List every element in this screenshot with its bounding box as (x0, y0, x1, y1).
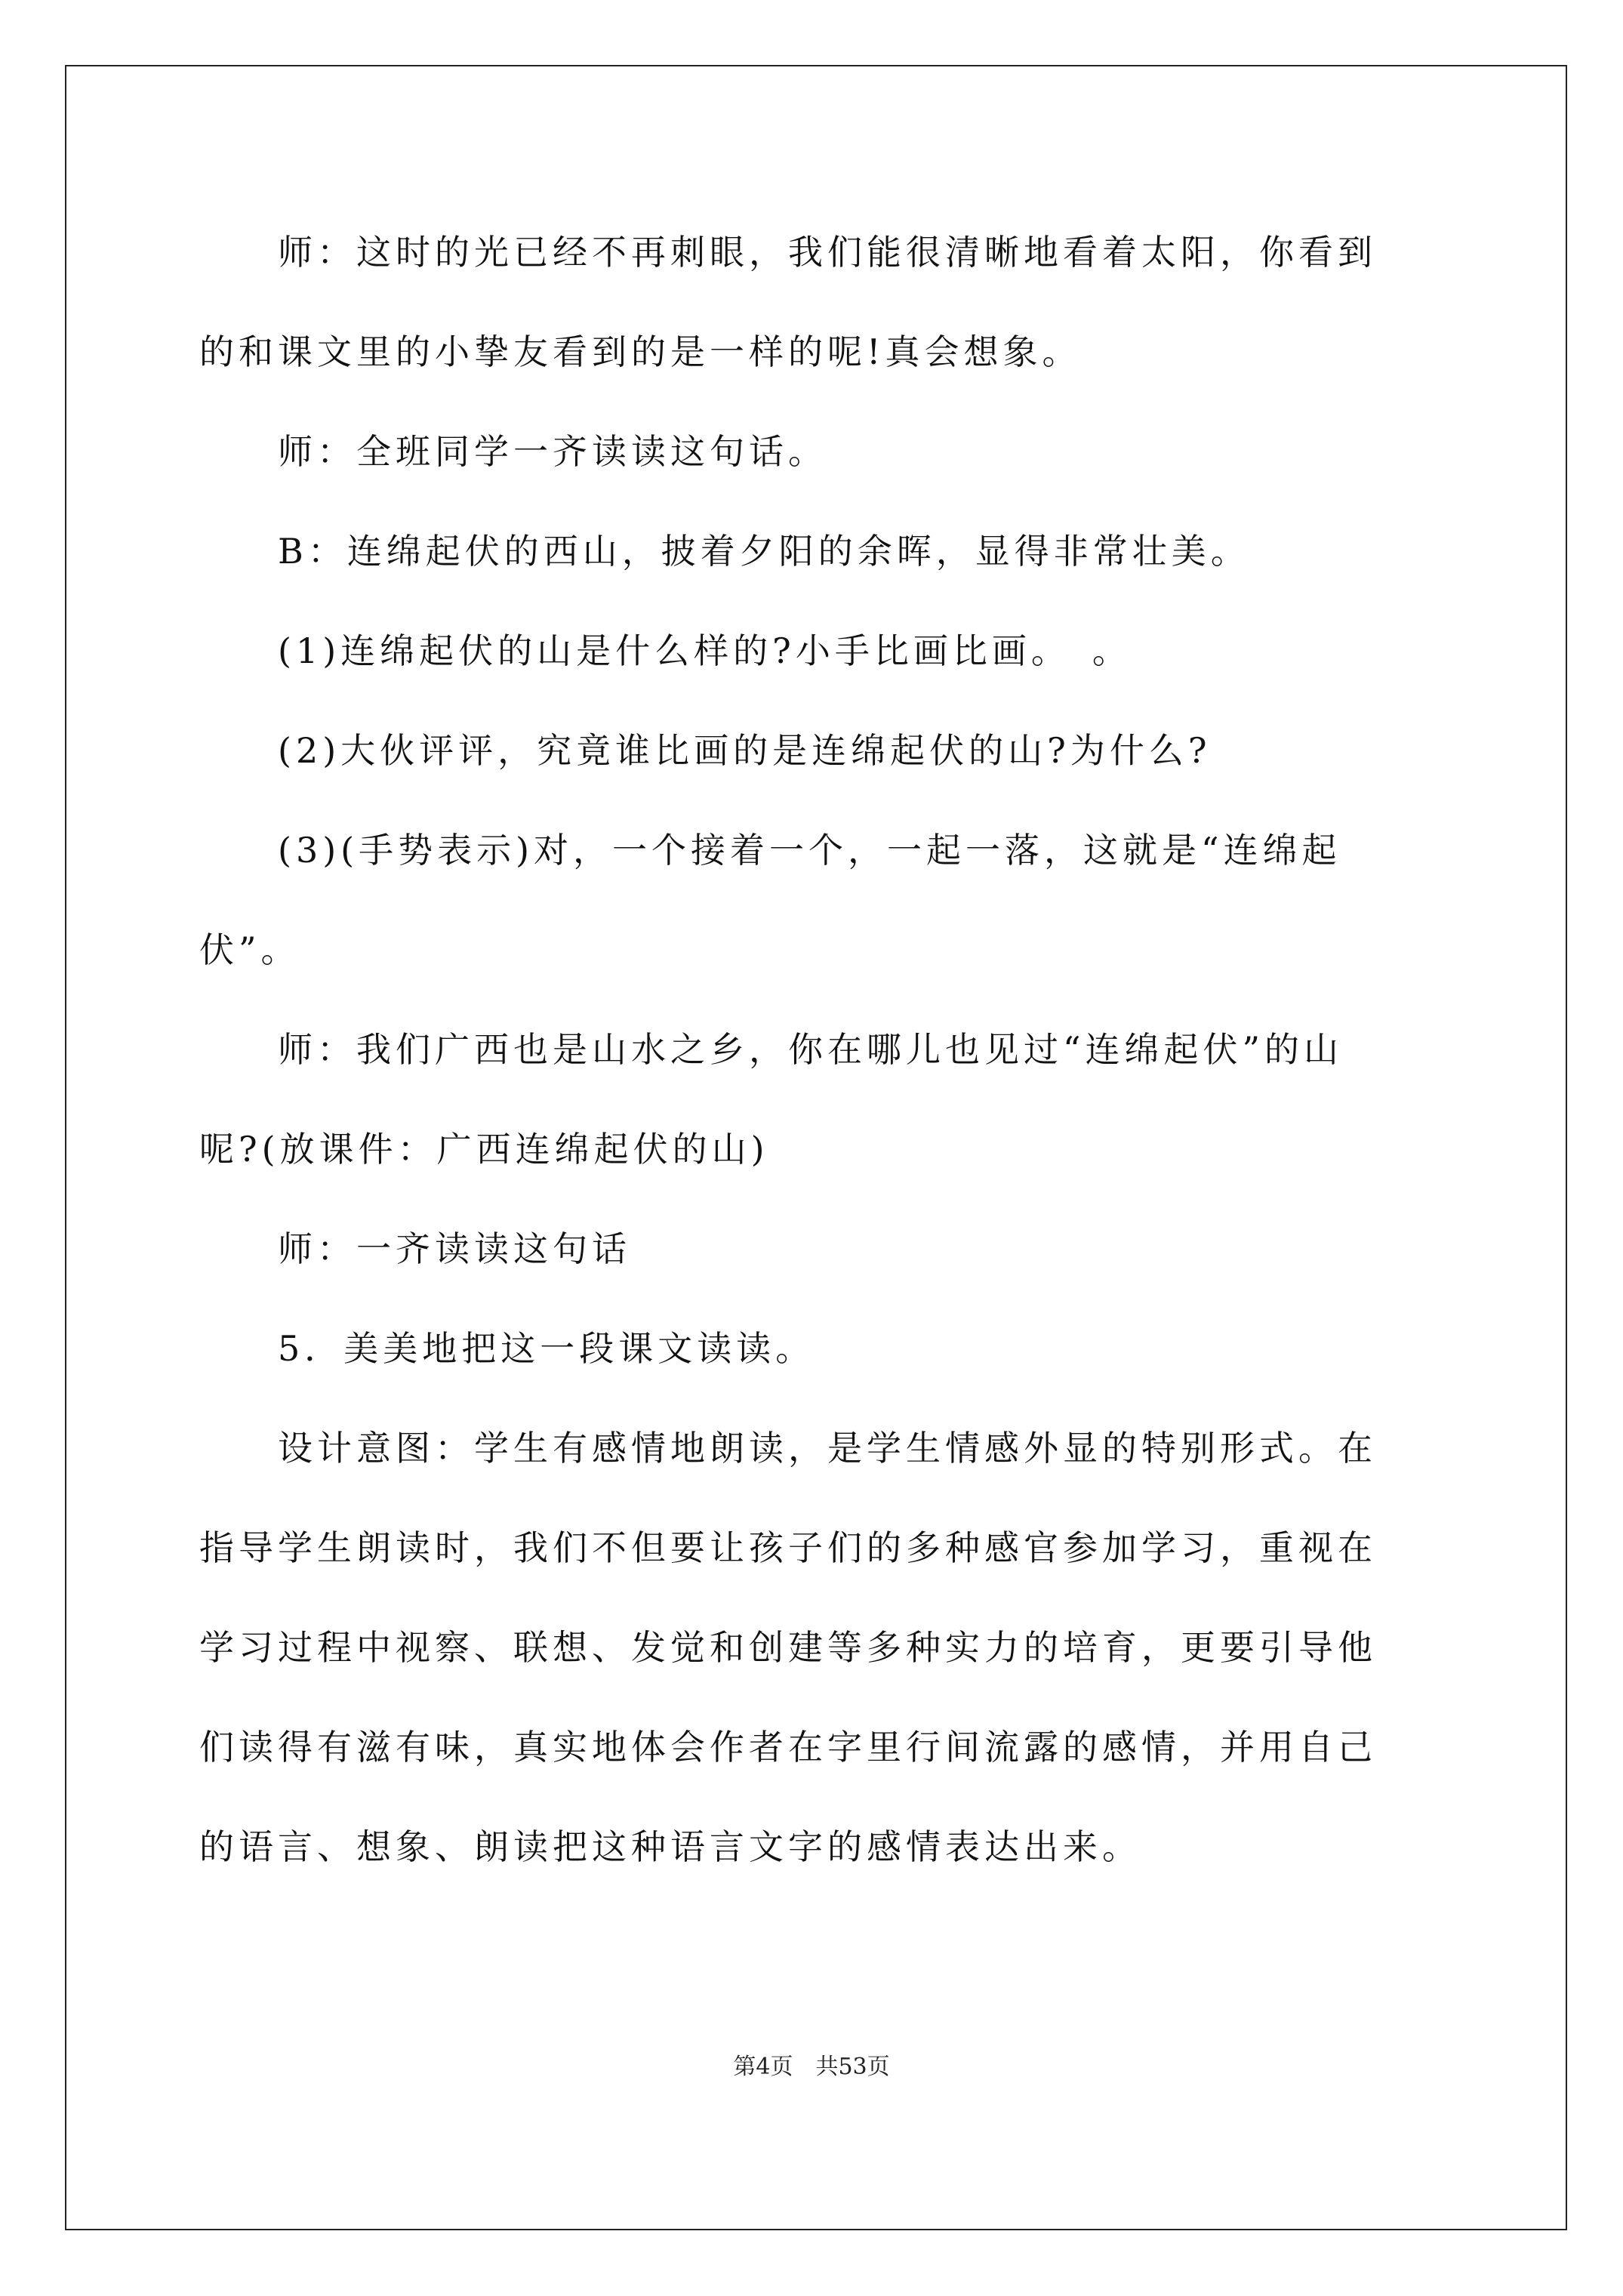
text-line: (1)连绵起伏的山是什么样的?小手比画比画。 。 (199, 630, 1132, 671)
text-line: 呢?(放课件：广西连绵起伏的山) (199, 1129, 769, 1170)
text-line: 5．美美地把这一段课文读读。 (199, 1328, 815, 1369)
text-line: 师：我们广西也是山水之乡，你在哪儿也见过“连绵起伏”的山 (199, 1029, 1344, 1070)
text-line: 的和课文里的小挚友看到的是一样的呢!真会想象。 (199, 331, 1082, 372)
text-line: 伏”。 (199, 929, 300, 970)
text-line: 师：这时的光已经不再刺眼，我们能很清晰地看着太阳，你看到 (199, 232, 1377, 273)
text-line: 设计意图：学生有感情地朗读，是学生情感外显的特别形式。在 (199, 1428, 1377, 1469)
text-line: (2)大伙评评，究竟谁比画的是连绵起伏的山?为什么? (199, 730, 1212, 771)
text-line: 师：全班同学一齐读读这句话。 (199, 431, 827, 472)
text-line: (3)(手势表示)对，一个接着一个，一起一落，这就是“连绵起 (199, 830, 1341, 871)
text-line: B：连绵起伏的西山，披着夕阳的余晖，显得非常壮美。 (199, 531, 1250, 572)
text-line: 们读得有滋有味，真实地体会作者在字里行间流露的感情，并用自己 (199, 1727, 1377, 1767)
text-line: 学习过程中视察、联想、发觉和创建等多种实力的培育，更要引导他 (199, 1627, 1377, 1668)
text-line: 指导学生朗读时，我们不但要让孩子们的多种感官参加学习，重视在 (199, 1527, 1377, 1568)
text-line: 师：一齐读读这句话 (199, 1228, 631, 1269)
page-footer: 第4页 共53页 (733, 2054, 890, 2080)
text-line: 的语言、想象、朗读把这种语言文字的感情表达出来。 (199, 1826, 1141, 1867)
